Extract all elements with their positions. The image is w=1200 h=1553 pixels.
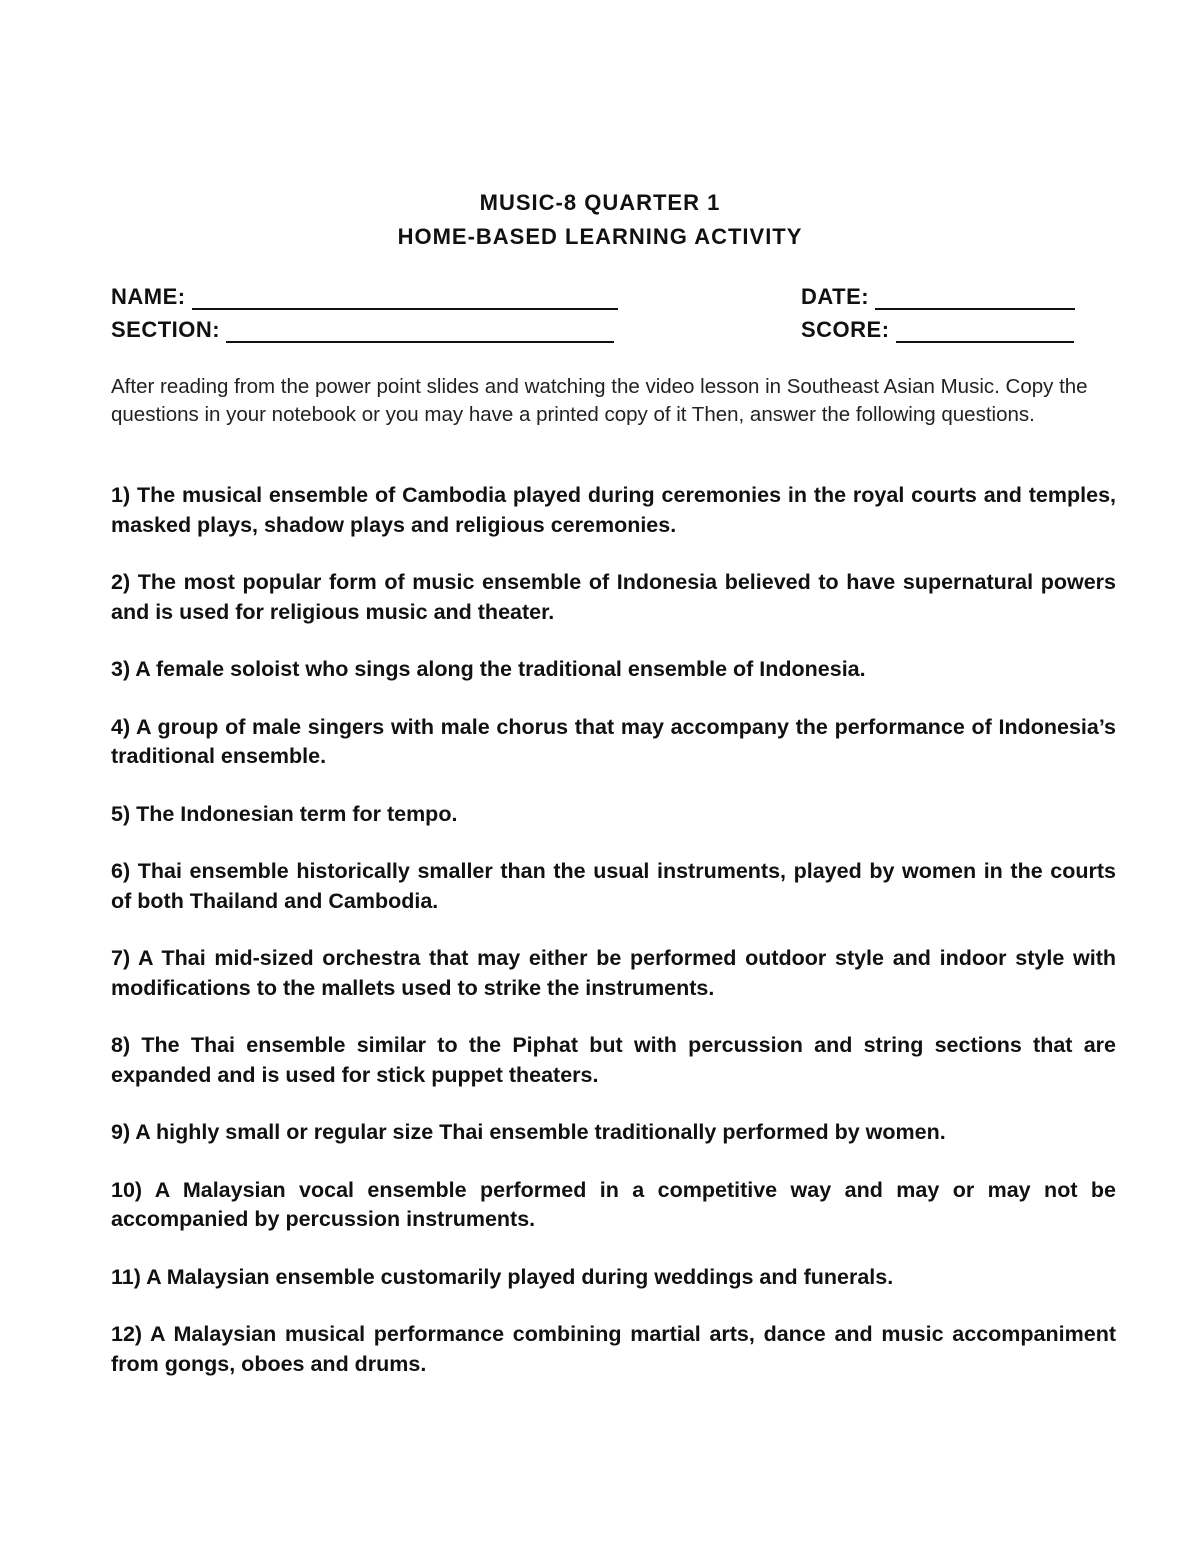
score-field [801,317,1074,343]
name-field [111,284,618,310]
question-item: 12) A Malaysian musical performance combining martial arts, dance and music accompaniment from gongs, oboes and drums. [111,1322,1116,1376]
name-label: NAME: [111,284,186,309]
question-item: 5) The Indonesian term for tempo. [111,801,458,826]
question-list [111,481,1116,1407]
date-label: DATE: [801,284,870,309]
section-field [111,317,614,343]
section-blank-line[interactable] [226,319,614,343]
score-blank-line[interactable] [896,319,1074,343]
instructions-paragraph: After reading from the power point slides and watching the video lesson in Southeast Asian Music. Copy the questions in your notebook or you may have a printed copy of it Then, answer the following questions. [111,375,1088,426]
question-item: 2) The most popular form of music ensemble of Indonesia believed to have supernatural powers and is used for religious music and theater. [111,570,1116,624]
question-item: 11) A Malaysian ensemble customarily played during weddings and funerals. [111,1264,894,1289]
question-item: 8) The Thai ensemble similar to the Piphat but with percussion and string sections that are expanded and is used for stick puppet theaters. [111,1033,1116,1087]
question-item: 9) A highly small or regular size Thai ensemble traditionally performed by women. [111,1120,946,1144]
date-field [801,284,1075,310]
form-row-section-score [111,317,1091,347]
score-label: SCORE: [801,317,890,342]
question-item: 4) A group of male singers with male chorus that may accompany the performance of Indonesia’s traditional ensemble. [111,714,1116,768]
worksheet-subtitle: HOME-BASED LEARNING ACTIVITY [397,224,803,249]
question-item: 7) A Thai mid-sized orchestra that may either be performed outdoor style and indoor style with modifications to the mallets used to strike the instruments. [111,946,1116,1000]
section-label: SECTION: [111,317,221,342]
question-item: 1) The musical ensemble of Cambodia played during ceremonies in the royal courts and temples, masked plays, shadow plays and religious ceremonies. [111,483,1116,537]
question-item: 6) Thai ensemble historically smaller than the usual instruments, played by women in the courts of both Thailand and Cambodia. [111,859,1116,913]
worksheet-title: MUSIC-8 QUARTER 1 [479,190,721,215]
form-row-name-date [111,284,1091,314]
name-blank-line[interactable] [192,286,618,310]
date-blank-line[interactable] [875,286,1075,310]
question-item: 3) A female soloist who sings along the traditional ensemble of Indonesia. [111,657,866,681]
question-item: 10) A Malaysian vocal ensemble performed in a competitive way and may or may not be accompanied by percussion instruments. [111,1177,1116,1231]
